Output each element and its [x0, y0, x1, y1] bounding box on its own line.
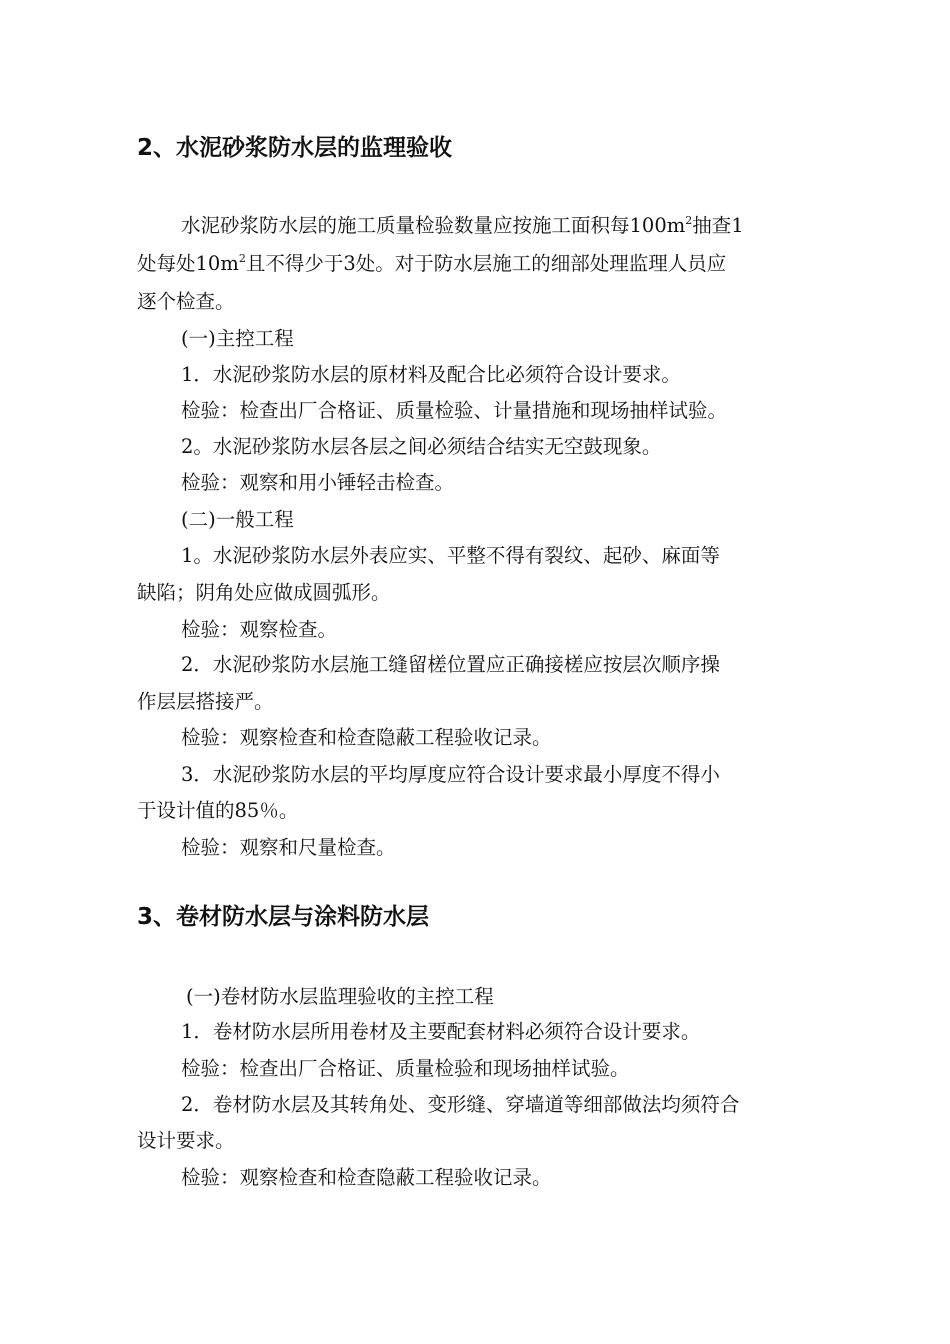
- general-item-1-line-1: 1。水泥砂浆防水层外表应实、平整不得有裂纹、起砂、麻面等: [181, 544, 720, 567]
- main-control-item-1: 1．水泥砂浆防水层的原材料及配合比必须符合设计要求。: [181, 363, 681, 386]
- main-control-title: (一)主控工程: [181, 327, 294, 350]
- section-2-intro-line-1: [181, 212, 744, 240]
- intro-line-2-text-a: 处每处10m: [137, 252, 239, 275]
- main-control-item-2: 2。水泥砂浆防水层各层之间必须结合结实无空鼓现象。: [181, 435, 662, 458]
- section-3-check-1: 检验：检查出厂合格证、质量检验和现场抽样试验。: [181, 1057, 630, 1080]
- section-3-check-2: 检验：观察检查和检查隐蔽工程验收记录。: [181, 1166, 552, 1189]
- section-2-heading: 2、水泥砂浆防水层的监理验收: [137, 135, 453, 161]
- section-2-intro-line-3: 逐个检查。: [137, 290, 235, 313]
- general-check-1: 检验：观察检查。: [181, 618, 338, 641]
- section-3-subtitle: (一)卷材防水层监理验收的主控工程: [186, 985, 494, 1008]
- section-2-intro-line-2: [137, 250, 726, 278]
- general-check-3: 检验：观察和尺量检查。: [181, 836, 396, 859]
- intro-line-1-text-b: 抽查1: [692, 214, 744, 237]
- main-control-check-1: 检验：检查出厂合格证、质量检验、计量措施和现场抽样试验。: [181, 399, 728, 422]
- general-check-2: 检验：观察检查和检查隐蔽工程验收记录。: [181, 726, 552, 749]
- general-title: (二)一般工程: [181, 508, 294, 531]
- main-control-check-2: 检验：观察和用小锤轻击检查。: [181, 471, 455, 494]
- section-3-item-1: 1．卷材防水层所用卷材及主要配套材料必须符合设计要求。: [181, 1020, 701, 1043]
- section-3-heading: 3、卷材防水层与涂料防水层: [137, 904, 430, 930]
- general-item-2-line-2: 作层层搭接严。: [137, 690, 274, 713]
- general-item-1-line-2: 缺陷；阴角处应做成圆弧形。: [137, 581, 391, 604]
- section-3-item-2-line-1: 2．卷材防水层及其转角处、变形缝、穿墙道等细部做法均须符合: [181, 1093, 740, 1116]
- intro-line-2-text-b: 且不得少于3处。对于防水层施工的细部处理监理人员应: [245, 252, 727, 275]
- section-3-item-2-line-2: 设计要求。: [137, 1129, 235, 1152]
- superscript-2: 2: [238, 252, 246, 265]
- general-item-3-line-1: 3．水泥砂浆防水层的平均厚度应符合设计要求最小厚度不得小: [181, 763, 720, 786]
- general-item-3-line-2: 于设计值的85％。: [137, 799, 299, 822]
- general-item-2-line-1: 2．水泥砂浆防水层施工缝留槎位置应正确接槎应按层次顺序操: [181, 653, 720, 676]
- superscript-2: 2: [685, 214, 693, 227]
- intro-line-1-text-a: 水泥砂浆防水层的施工质量检验数量应按施工面积每100m: [181, 214, 686, 237]
